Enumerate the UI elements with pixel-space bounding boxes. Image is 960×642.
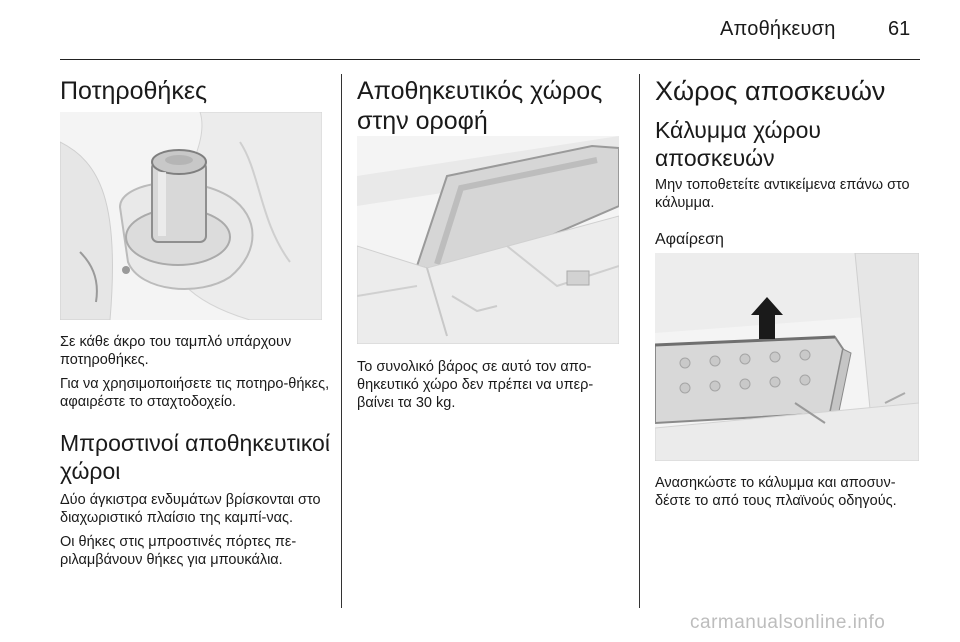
section-heading-luggage: Χώρος αποσκευών <box>655 76 886 106</box>
page-number: 61 <box>888 18 911 40</box>
section-heading-roof-storage: Αποθηκευτικός χώρος στην οροφή <box>357 77 603 135</box>
footer-watermark: carmanualsonline.info <box>690 612 886 633</box>
luggage-cover-illustration <box>655 253 919 461</box>
column-cupholders <box>60 76 330 106</box>
cupholder-illustration <box>60 112 322 320</box>
front-storage-paragraph-2: Οι θήκες στις μπροστινές πόρτες πε-ριλαμβάνουν θήκες για μπουκάλια. <box>60 534 297 568</box>
roof-storage-text <box>357 358 629 412</box>
column-luggage <box>655 76 923 250</box>
header-rule <box>60 59 920 60</box>
removal-paragraph-1: Ανασηκώστε το κάλυμμα και αποσυν-δέστε το από τους πλαϊνούς οδηγούς. <box>655 475 897 509</box>
cupholder-drawing <box>60 112 322 320</box>
cupholders-paragraph-1: Σε κάθε άκρο του ταμπλό υπάρχουν ποτηροθήκες. <box>60 334 292 368</box>
section-heading-front-storage: Μπροστινοί αποθηκευτικοί χώροι <box>60 430 330 484</box>
front-storage-paragraph-1: Δύο άγκιστρα ενδυμάτων βρίσκονται στο διαχωριστικό πλαίσιο της καμπί-νας. <box>60 492 321 526</box>
removal-text <box>655 474 925 510</box>
column-roof-storage <box>357 76 627 136</box>
luggage-cover-drawing <box>655 253 919 461</box>
roof-storage-paragraph-1: Το συνολικό βάρος σε αυτό τον απο-θηκευτικό χώρο δεν πρέπει να υπερ-βαίνει τα 30 kg. <box>357 359 594 411</box>
roof-storage-illustration <box>357 136 619 344</box>
column-divider-2 <box>639 74 640 608</box>
section-heading-cupholders: Ποτηροθήκες <box>60 77 208 105</box>
section-subheading-luggage-cover: Κάλυμμα χώρου αποσκευών <box>655 117 821 171</box>
luggage-cover-paragraph-1: Μην τοποθετείτε αντικείμενα επάνω στο κάλυμμα. <box>655 177 910 211</box>
column-divider-1 <box>341 74 342 608</box>
cupholders-paragraph-2: Για να χρησιμοποιήσετε τις ποτηρο-θήκες, αφαιρέστε το σταχτοδοχείο. <box>60 376 330 410</box>
roof-storage-drawing <box>357 136 619 344</box>
page-header-title: Αποθήκευση <box>720 18 836 40</box>
section-subheading-removal: Αφαίρεση <box>655 231 724 248</box>
cupholders-text <box>60 333 332 569</box>
